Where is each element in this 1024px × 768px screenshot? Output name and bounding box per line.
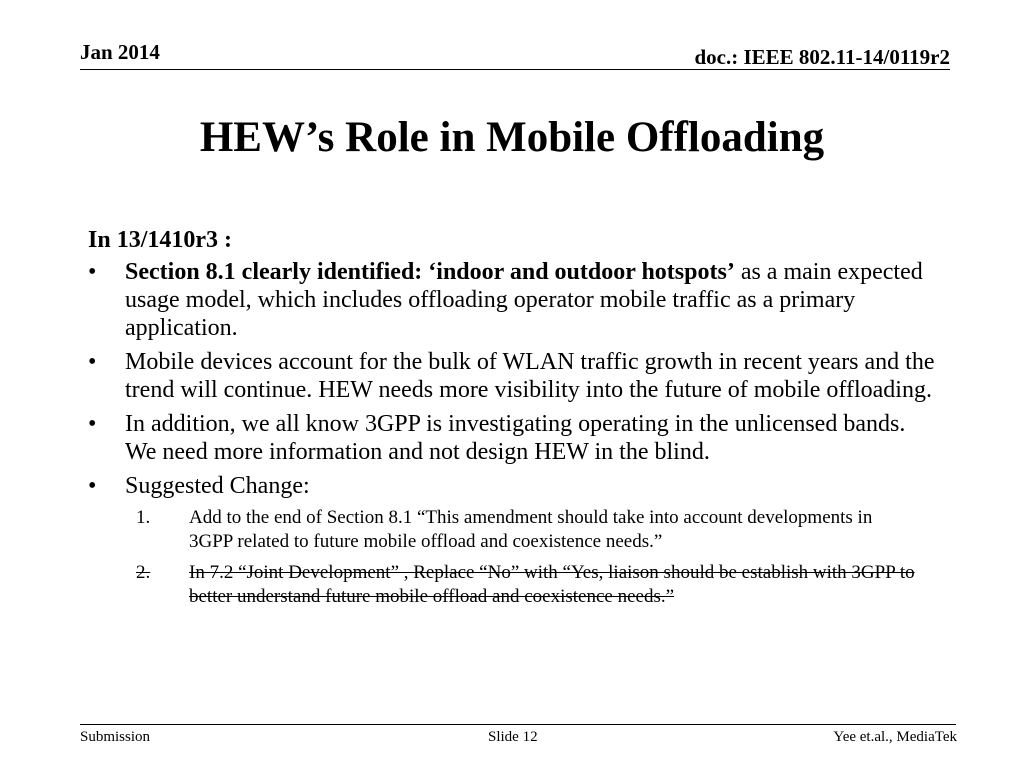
bullet-plain-text: as a main expected usage model, which includes offloading operator mobile traffic as a primary application. <box>125 259 923 341</box>
item-text: In 7.2 “Joint Development” , Replace “No” with “Yes, liaison should be establish with 3GPP to better understand future mobile offload and coexistence needs.” <box>189 562 915 607</box>
bullet-item <box>88 472 938 500</box>
bullet-item <box>88 410 938 466</box>
bullet-item <box>88 258 938 342</box>
header-divider <box>80 69 950 70</box>
header-date: Jan 2014 <box>80 40 160 64</box>
bullet-marker: • <box>88 411 97 437</box>
bullet-text: Suggested Change: <box>125 473 310 499</box>
intro-line: In 13/1410r3 : <box>88 227 232 253</box>
slide-body <box>88 226 938 616</box>
item-text: Add to the end of Section 8.1 “This amendment should take into account developments in 3GPP related to future mobile offload and coexistence needs.” <box>189 507 873 552</box>
bullet-bold-text: Section 8.1 clearly identified: ‘indoor and outdoor hotspots’ <box>125 259 735 285</box>
footer-slide-number: Slide 12 <box>488 729 538 745</box>
numbered-item <box>136 506 938 554</box>
numbered-item-struck <box>136 561 938 609</box>
bullet-item <box>88 348 938 404</box>
bullet-text: In addition, we all know 3GPP is investigating operating in the unlicensed bands. We need more information and not design HEW in the blind. <box>125 411 906 465</box>
bullet-text: Mobile devices account for the bulk of WLAN traffic growth in recent years and the trend will continue. HEW needs more visibility into the future of mobile offloading. <box>125 349 935 403</box>
footer-submission: Submission <box>80 729 151 745</box>
bullet-marker: • <box>88 349 97 375</box>
item-number: 1. <box>136 507 151 528</box>
bullet-text <box>125 258 938 342</box>
bullet-marker: • <box>88 473 97 499</box>
footer-divider <box>80 724 956 725</box>
slide-title: HEW’s Role in Mobile Offloading <box>199 114 825 161</box>
item-number: 2. <box>136 562 151 583</box>
bullet-marker: • <box>88 259 97 285</box>
footer-author: Yee et.al., MediaTek <box>833 729 957 745</box>
header-doc-id: doc.: IEEE 802.11-14/0119r2 <box>694 45 950 69</box>
